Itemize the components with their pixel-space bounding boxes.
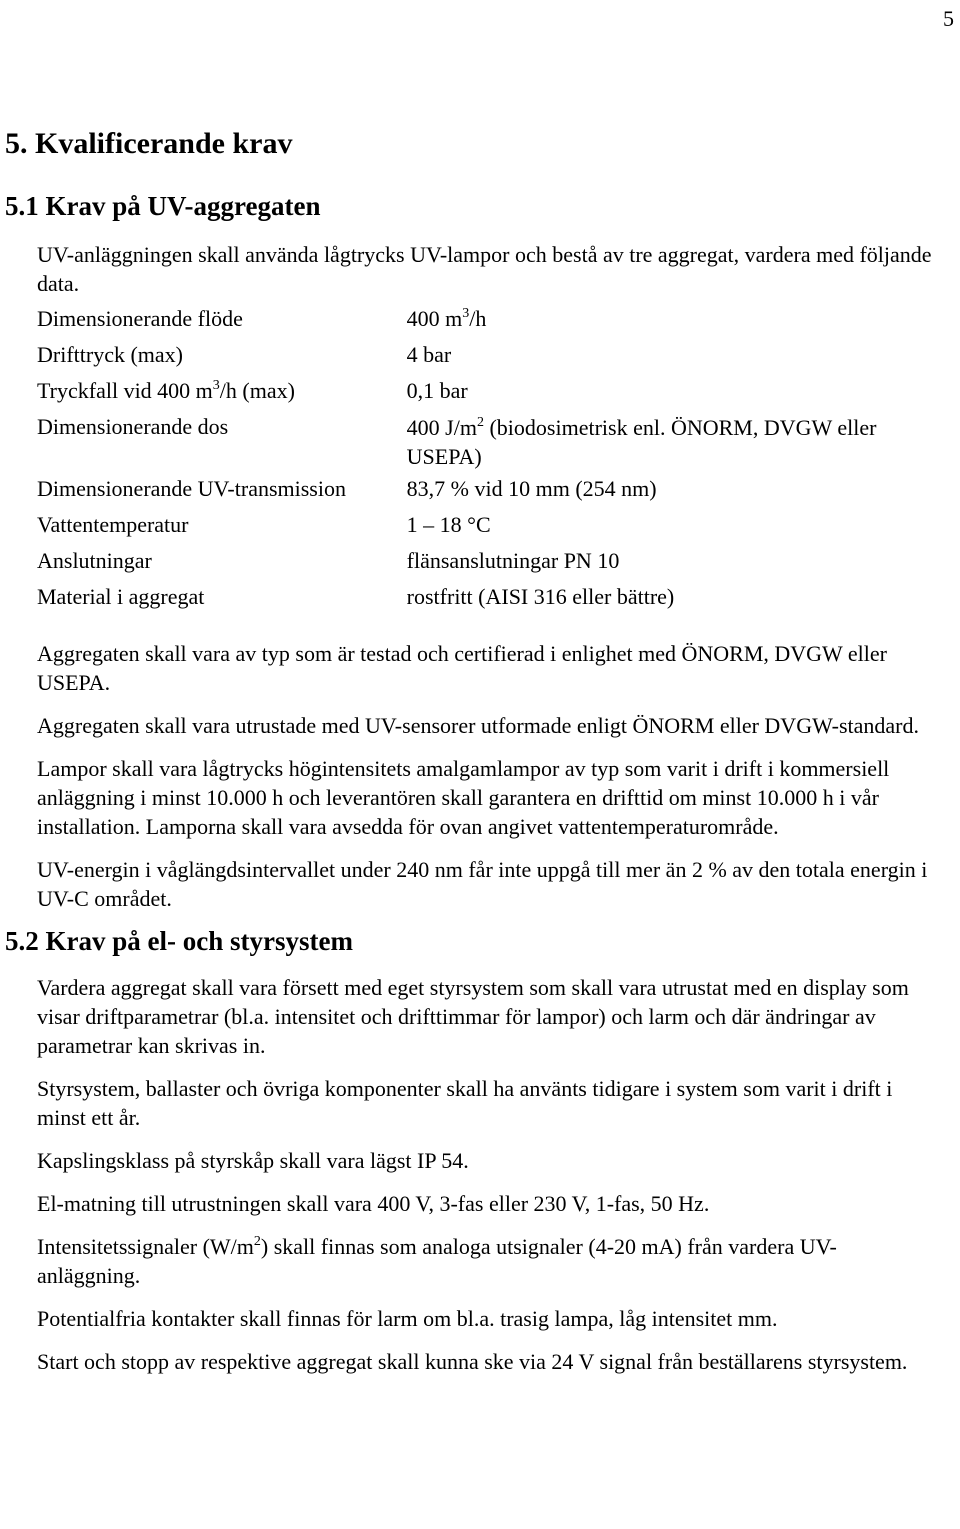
param-value: 0,1 bar <box>406 378 468 403</box>
paragraph: Start och stopp av respektive aggregat skall kunna ske via 24 V signal från beställarens styrsystem. <box>37 1349 908 1374</box>
paragraph: Aggregaten skall vara av typ som är testad och certifierad i enlighet med ÖNORM, DVGW eller USEPA. <box>37 641 887 695</box>
param-label: Vattentemperatur <box>37 512 189 537</box>
paragraph: Vardera aggregat skall vara försett med eget styrsystem som skall vara utrustat med en display som visar driftparametrar (bl.a. intensitet och drifttimmar för lampor) och larm och där ändringar av parametrar kan skrivas in. <box>37 975 909 1058</box>
param-value: 4 bar <box>406 342 452 367</box>
table-row <box>37 471 937 507</box>
param-value: 400 $m^3/h$ <box>406 306 487 331</box>
section-title: 5. Kvalificerande krav <box>5 127 293 160</box>
table-row <box>37 579 937 615</box>
paragraph: Kapslingsklass på styrskåp skall vara lägst IP 54. <box>37 1148 469 1173</box>
subsection-title-control: 5.2 Krav på el- och styrsystem <box>5 926 353 956</box>
paragraph: UV-energin i våglängdsintervallet under 240 nm får inte uppgå till mer än 2 % av den totala energin i UV-C området. <box>37 857 928 911</box>
param-label: Dimensionerande UV-transmission <box>37 476 346 501</box>
subsection-title-uv: 5.1 Krav på UV-aggregaten <box>5 191 321 221</box>
param-value: 400 $J/m^2$ (biodosimetrisk enl. ÖNORM, DVGW eller USEPA) <box>406 415 877 469</box>
param-value: 1 – 18 °C <box>406 512 491 537</box>
param-value: flänsanslutningar PN 10 <box>406 548 620 573</box>
param-label: Material i aggregat <box>37 584 205 609</box>
table-row <box>37 409 937 471</box>
table-row <box>37 373 937 409</box>
table-row <box>37 301 937 337</box>
intro-paragraph: UV-anläggningen skall använda lågtrycks UV-lampor och bestå av tre aggregat, vardera med följande data. <box>37 242 932 296</box>
table-row <box>37 507 937 543</box>
parameter-table <box>37 301 937 615</box>
param-label: Dimensionerande dos <box>37 414 229 439</box>
param-label: Anslutningar <box>37 548 152 573</box>
table-row <box>37 337 937 373</box>
param-label: Drifttryck (max) <box>37 342 183 367</box>
paragraph: Intensitetssignaler $(W/m^2)$ skall finnas som analoga utsignaler (4-20 mA) från vardera UV-anläggning. <box>37 1234 837 1288</box>
param-label: Dimensionerande flöde <box>37 306 243 331</box>
paragraph: Styrsystem, ballaster och övriga komponenter skall ha använts tidigare i system som varit i drift i minst ett år. <box>37 1076 893 1130</box>
document-body <box>5 122 937 1376</box>
paragraph: Aggregaten skall vara utrustade med UV-sensorer utformade enligt ÖNORM eller DVGW-standard. <box>37 713 919 738</box>
table-row <box>37 543 937 579</box>
paragraph: Potentialfria kontakter skall finnas för larm om bl.a. trasig lampa, låg intensitet mm. <box>37 1306 778 1331</box>
page-number: 5 <box>943 6 954 31</box>
paragraph: Lampor skall vara lågtrycks högintensitets amalgamlampor av typ som varit i drift i kommersiell anläggning i minst 10.000 h och leverantören skall garantera en drifttid om minst 10.000 h i vår installation. Lamporna skall vara avsedda för ovan angivet vattentemperaturområde. <box>37 756 890 839</box>
param-value: 83,7 % vid 10 mm (254 nm) <box>406 476 657 501</box>
paragraph: El-matning till utrustningen skall vara 400 V, 3-fas eller 230 V, 1-fas, 50 Hz. <box>37 1191 710 1216</box>
param-value: rostfritt (AISI 316 eller bättre) <box>406 584 675 609</box>
param-label: Tryckfall vid 400 $m^3/h$ (max) <box>37 378 295 403</box>
